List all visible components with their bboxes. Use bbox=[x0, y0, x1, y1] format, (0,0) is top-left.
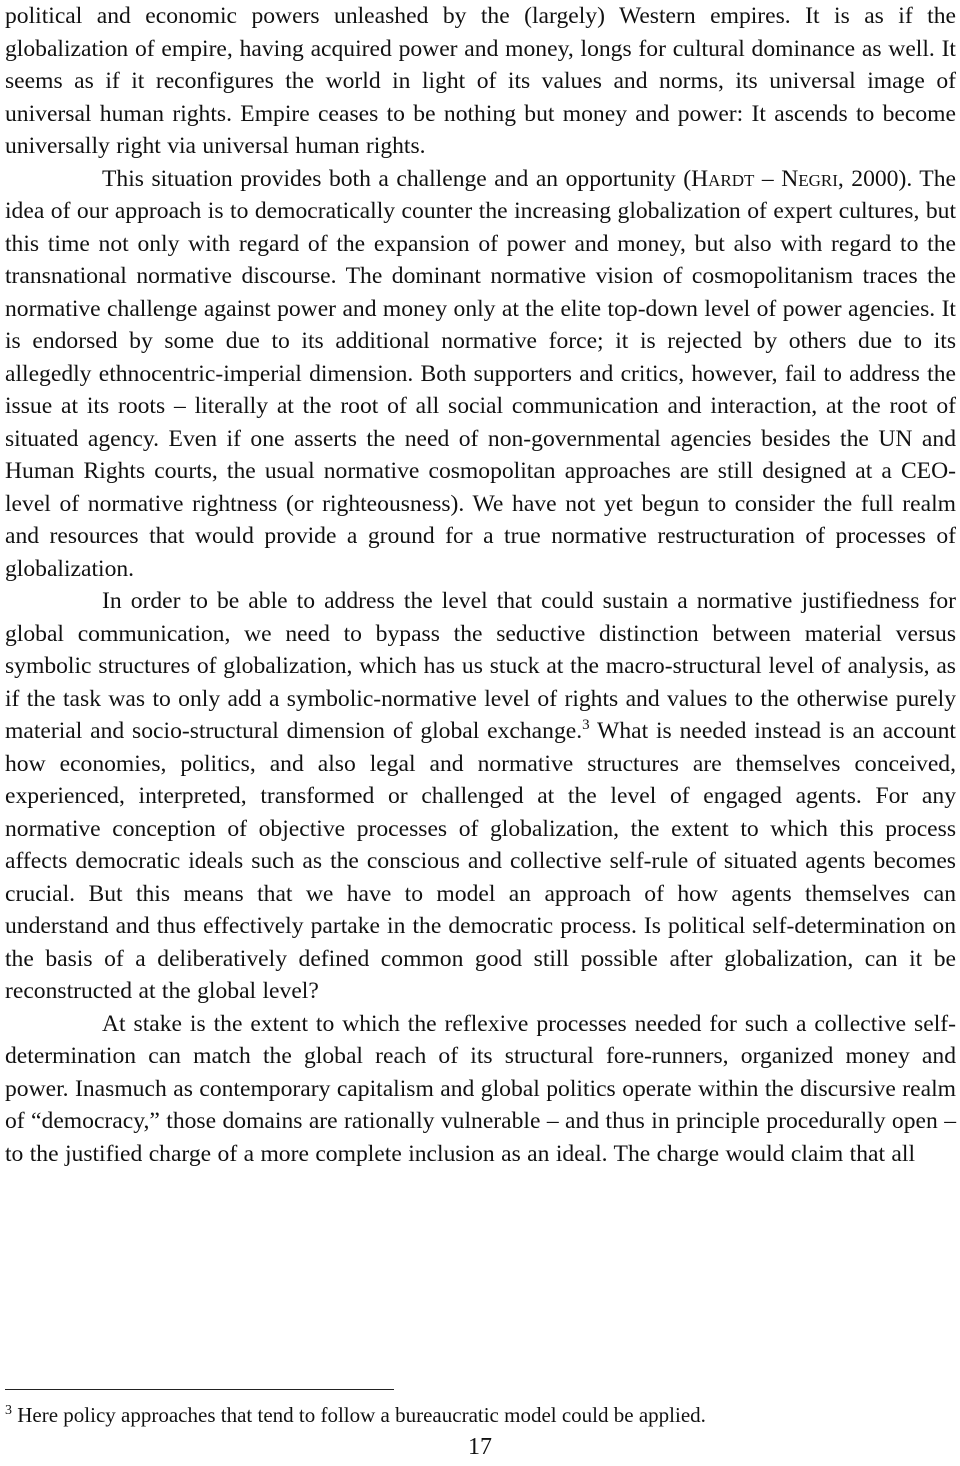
paragraph-2 bbox=[5, 585, 956, 1008]
footnote-reference: 3 bbox=[582, 717, 590, 733]
paragraph-text: At stake is the extent to which the reflexive processes needed for such a collective self-determination can match the global reach of its structural fore-runners, organized money and power. Inasmuch as contemporary capitalism and global politics operate within the discursive realm of “democracy,” those domains are rationally vulnerable – and thus in principle procedurally open – to the justified charge of a more complete inclusion as an ideal. The charge would claim that all bbox=[5, 1010, 956, 1167]
paragraph-1 bbox=[5, 163, 956, 586]
body-text bbox=[5, 0, 956, 1170]
footnote-text: Here policy approaches that tend to follow a bureaucratic model could be applied. bbox=[12, 1403, 706, 1427]
footnote-marker: 3 bbox=[5, 1403, 12, 1418]
footnote-divider bbox=[5, 1389, 394, 1390]
paragraph-text: In order to be able to address the level that could sustain a normative justifiedness for global communication, we need to bypass the seductive distinction between material versus symbolic structures of globalization, which has us stuck at the macro-structural level of analysis, as if the task was to only add a symbolic-normative level of rights and values to the otherwise purely material and socio-structural dimension of global exchange. bbox=[5, 588, 956, 744]
page-number: 17 bbox=[468, 1434, 492, 1460]
citation-author-hardt: Hardt bbox=[691, 165, 755, 192]
paragraph-text: , 2000). The idea of our approach is to democratically counter the increasing globalization of expert cultures, but this time not only with regard of the expansion of power and money, but also with regard to the transnational normative discourse. The dominant normative vision of cosmopolitanism traces the normative challenge against power and money only at the elite top-down level of power agencies. It is endorsed by some due to its additional normative force; it is rejected by others due to its allegedly ethnocentric-imperial dimension. Both supporters and critics, however, fail to address the issue at its roots – literally at the root of all social communication and interaction, at the root of situated agency. Even if one asserts the need of non-governmental agencies besides the UN and Human Rights courts, the usual normative cosmopolitan approaches are still designed at a CEO-level of normative rightness (or righteousness). We have not yet begun to consider the full realm and resources that would provide a ground for a true normative restructuration of processes of globalization. bbox=[5, 165, 956, 582]
paragraph-0 bbox=[5, 0, 956, 163]
paragraph-text: political and economic powers unleashed by the (largely) Western empires. It is as if the globalization of empire, having acquired power and money, longs for cultural dominance as well. It seems as if it reconfigures the world in light of its values and norms, its universal image of universal human rights. Empire ceases to be nothing but money and power: It ascends to become universally right via universal human rights. bbox=[5, 3, 956, 159]
paragraph-text: What is needed instead is an account how economies, politics, and also legal and normative structures are themselves conceived, experienced, interpreted, transformed or challenged at the level of engaged agents. For any normative conception of objective processes of globalization, the extent to which this process affects democratic ideals such as the conscious and collective self-rule of situated agents becomes crucial. But this means that we have to model an approach of how agents themselves can understand and thus effectively partake in the democratic process. Is political self-determination on the basis of a deliberatively defined common good still possible after globalization, can it be reconstructed at the global level? bbox=[5, 718, 956, 1004]
footnote bbox=[5, 1402, 956, 1428]
paragraph-text: – bbox=[754, 165, 782, 192]
paragraph-text: This situation provides both a challenge and an opportunity ( bbox=[102, 165, 692, 192]
citation-author-negri: Negri bbox=[781, 165, 838, 192]
paragraph-3 bbox=[5, 1008, 956, 1171]
